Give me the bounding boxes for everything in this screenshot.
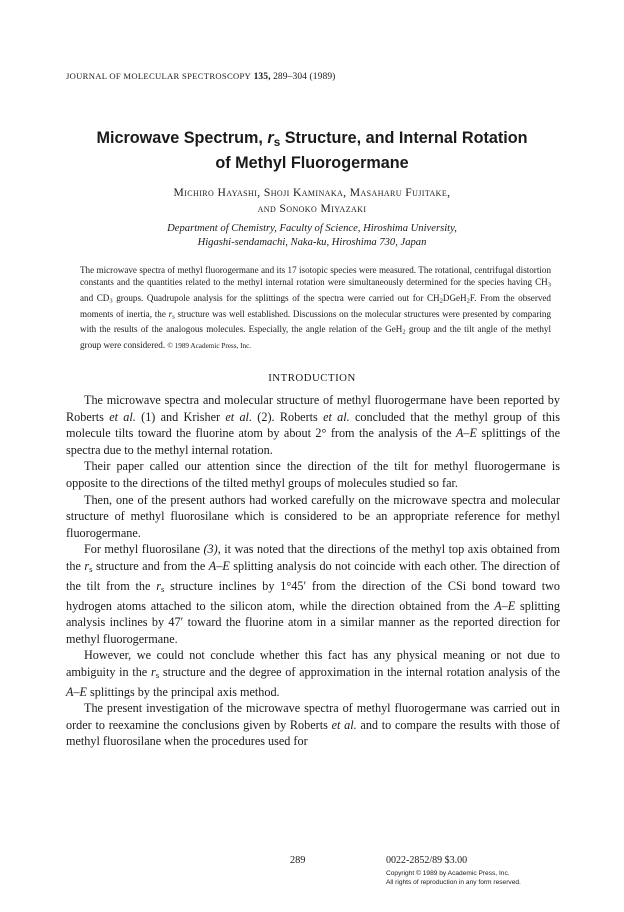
abstract-subscript: 3 (547, 281, 551, 289)
abstract-text: groups. Quadrupole analysis for the splittings of the spectra were carried out for CH (112, 292, 440, 303)
author-list (66, 185, 558, 216)
abstract-text: structure was well established. Discussions on the molecular structures were presented by comparing with the results of the analogous molecules. Especially, the angle relation of the GeH (80, 308, 551, 335)
title-subscript: s (273, 135, 281, 149)
abstract-subscript: s (172, 313, 175, 321)
a-e-symbol: A–E (494, 598, 516, 613)
body-paragraph: Their paper called our attention since the direction of the tilt for methyl fluorogermane is opposite to the directions of the tilted methyl groups of molecules studied so far. (66, 459, 560, 490)
journal-volume: 135, (253, 72, 271, 82)
abstract-text: The microwave spectra of methyl fluorogermane and its 17 isotopic species were measured. The rotational, centrifugal distortion constants and the quantities related to the methyl internal rotation were simultaneously determined for the species having CH (80, 265, 551, 288)
abstract-subscript: 2 (439, 297, 443, 305)
title-text: Structure, and Internal Rotation (280, 129, 528, 147)
paragraph-text: However, we could not conclude whether this fact has any physical meaning or not due to ambiguity in the (66, 648, 560, 679)
paragraph-text: concluded that the methyl group of this molecule tilts toward the fluorine atom by about 2° from the analysis of the (66, 409, 561, 441)
abstract-text: group and the tilt angle of the methyl group were considered. (80, 324, 552, 350)
rs-subscript: s (160, 583, 165, 594)
authors-line-2: and Sonoko Miyazaki (257, 201, 367, 215)
abstract-subscript: 2 (466, 297, 470, 305)
journal-header (66, 71, 335, 82)
title-line-2: of Methyl Fluorogermane (215, 153, 409, 172)
paragraph-text: structure and the degree of approximation in the internal rotation analysis of the (159, 664, 560, 679)
body-paragraph: Then, one of the present authors had worked carefully on the microwave spectra and molecular structure of methyl fluorosilane which is considered to be an appropriate reference for methyl fluorogermane. (66, 492, 560, 540)
paragraph-text: structure and from the (92, 558, 209, 573)
body-paragraph (66, 700, 560, 750)
abstract (80, 264, 551, 352)
title-variable: r (267, 129, 274, 147)
et-al: et al. (323, 409, 350, 424)
et-al: et al. (331, 717, 357, 732)
abstract-text: and CD (80, 292, 110, 303)
paragraph-text: Roberts (279, 409, 324, 424)
body-paragraph (66, 392, 560, 458)
a-e-symbol: A–E (455, 426, 477, 441)
affiliation (66, 222, 558, 250)
paragraph-text: and Krisher (160, 409, 226, 424)
a-e-symbol: A–E (66, 684, 87, 699)
paragraph-text: and to compare the results with those of methyl fluorosilane when the procedures used for (66, 717, 560, 749)
et-al: et al. (109, 409, 136, 424)
affiliation-line-2: Higashi-sendamachi, Naka-ku, Hiroshima 730, Japan (197, 237, 427, 248)
reference-citation: (3) (203, 542, 218, 557)
paragraph-text: splitting analysis do not coincide with each other. The direction of the tilt from the (66, 558, 560, 593)
reference-citation: (1) (135, 409, 161, 424)
body-text (66, 392, 560, 750)
page-number: 289 (290, 855, 306, 866)
issn-price: 0022-2852/89 $3.00 (386, 855, 468, 866)
affiliation-line-1: Department of Chemistry, Faculty of Science, Hiroshima University, (167, 223, 457, 234)
paragraph-text: structure inclines by 1°45′ from the direction of the CSi bond toward two hydrogen atoms attached to the silicon atom, while the direction obtained from the (66, 578, 560, 613)
abstract-text: DGeH (442, 292, 467, 303)
copyright-line: Copyright © 1989 by Academic Press, Inc. (386, 870, 510, 877)
abstract-subscript: 3 (109, 297, 113, 305)
a-e-symbol: A–E (208, 558, 230, 573)
et-al: et al. (225, 409, 252, 424)
paper-title (66, 128, 558, 173)
body-paragraph (66, 647, 560, 700)
paragraph-text: splittings of the spectra due to the methyl internal rotation. (66, 426, 560, 457)
abstract-subscript: 2 (402, 328, 406, 336)
paragraph-text: splitting analysis inclines by 47′ toward the fluorine atom in a similar manner as the reported direction for methyl fluorogermane. (66, 598, 560, 646)
paragraph-text: The microwave spectra and molecular structure of methyl fluorogermane have been reported by Roberts (66, 393, 560, 424)
rs-variable: r (150, 664, 156, 679)
copyright-notice (386, 869, 521, 887)
rs-variable: r (84, 558, 90, 573)
journal-name: JOURNAL OF MOLECULAR SPECTROSCOPY (66, 71, 252, 81)
reference-citation: (2). (252, 409, 280, 424)
rs-variable: r (156, 578, 161, 593)
paragraph-text: For methyl fluorosilane (84, 542, 204, 557)
section-heading-introduction: INTRODUCTION (268, 372, 356, 384)
abstract-text: F. From the observed moments of inertia, the (80, 292, 551, 319)
rs-subscript: s (155, 670, 160, 681)
rs-subscript: s (89, 564, 93, 575)
body-paragraph (66, 541, 560, 647)
abstract-copyright: © 1989 Academic Press, Inc. (167, 341, 252, 350)
rights-line: All rights of reproduction in any form reserved. (386, 879, 521, 886)
title-text: Microwave Spectrum, (96, 129, 268, 147)
title-line-1 (66, 128, 558, 153)
authors-line-1: Michiro Hayashi, Shoji Kaminaka, Masaharu Fujitake, (173, 186, 451, 199)
abstract-variable: r (168, 308, 173, 319)
paragraph-text: The present investigation of the microwave spectra of methyl fluorogermane was carried out in order to reexamine the conclusions given by Roberts (66, 701, 560, 732)
journal-pages: 289–304 (1989) (273, 72, 336, 82)
paragraph-text: , it was noted that the directions of the methyl top axis obtained from the (66, 542, 560, 573)
paragraph-text: splittings by the principal axis method. (86, 684, 280, 699)
